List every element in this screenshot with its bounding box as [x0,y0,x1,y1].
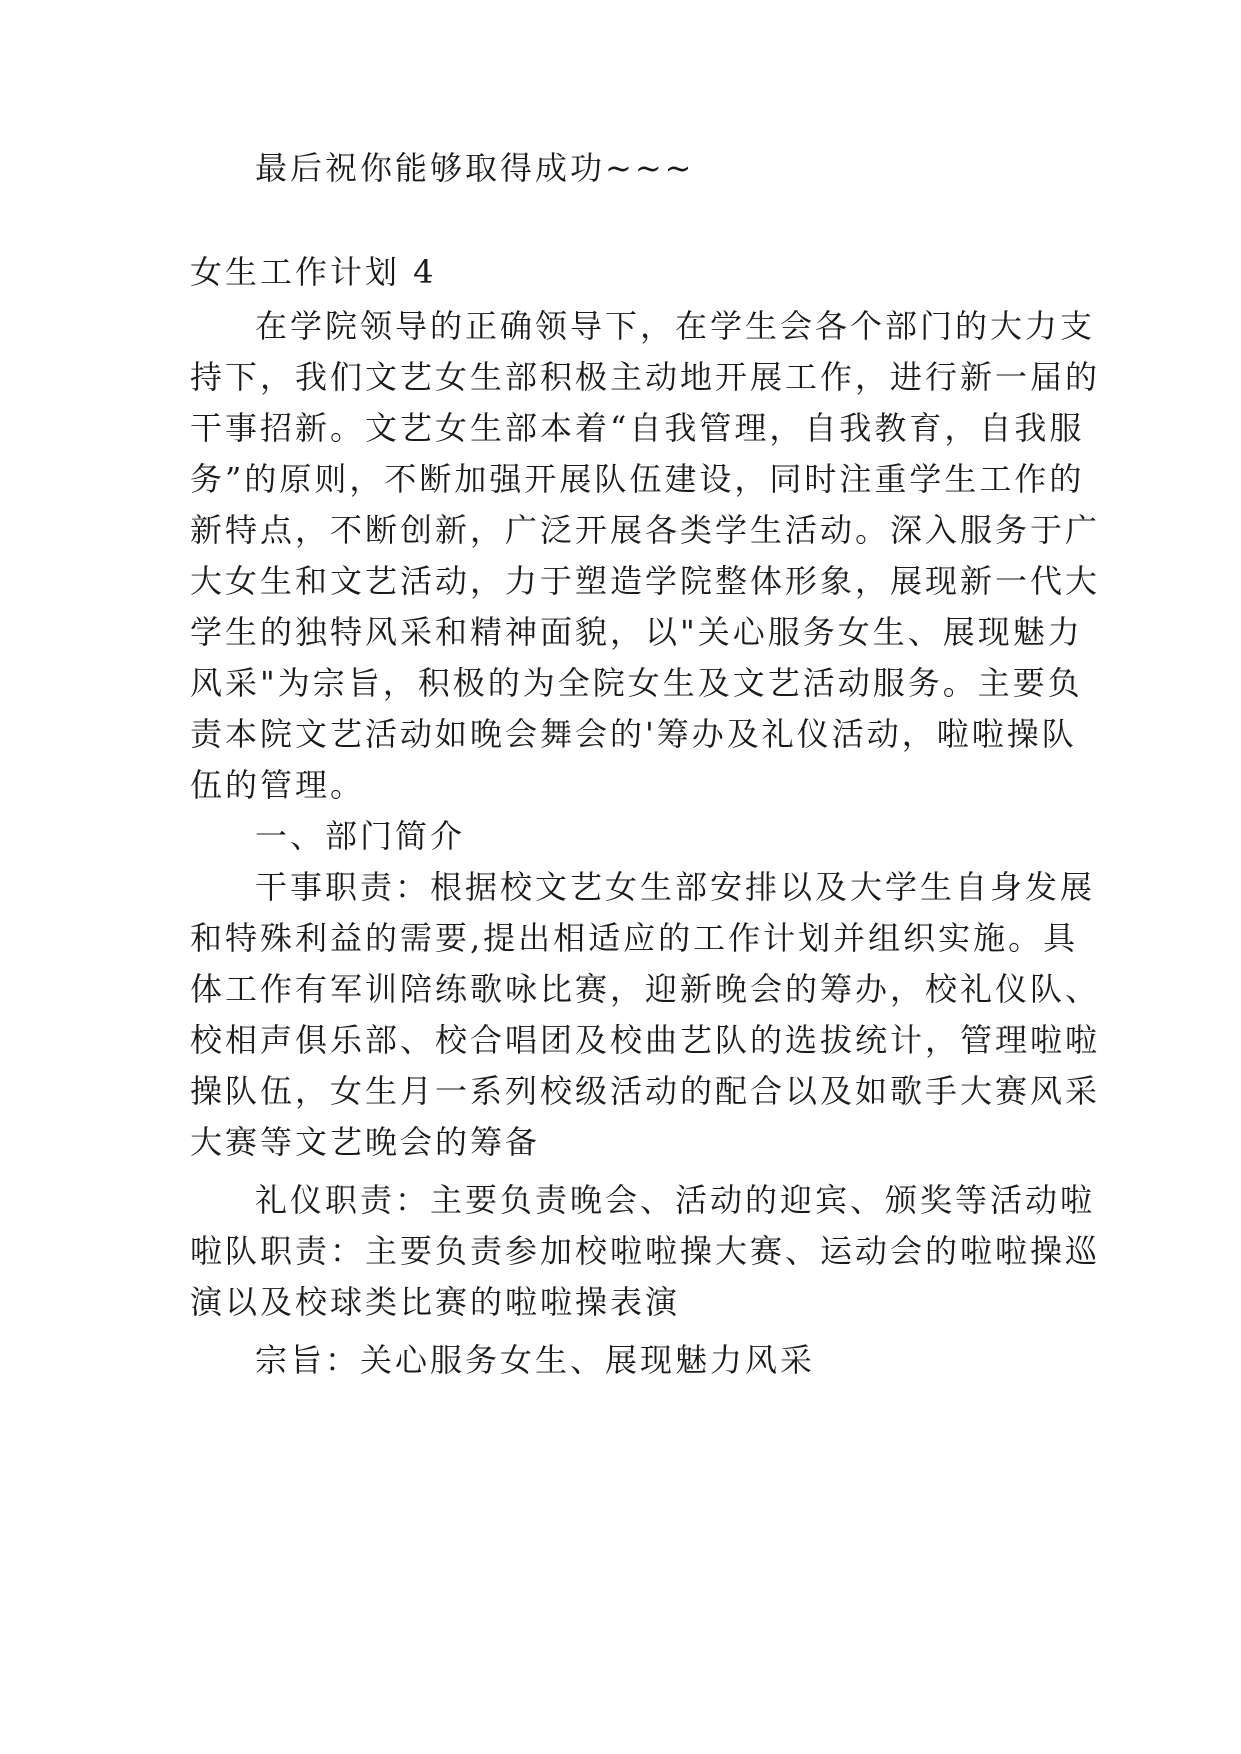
paragraph-line: 干事招新。文艺女生部本着“自我管理，自我教育，自我服 [190,409,1085,447]
paragraph-line: 体工作有军训陪练歌咏比赛，迎新晚会的筹办，校礼仪队、 [190,970,1101,1008]
paragraph-line: 风采"为宗旨，积极的为全院女生及文艺活动服务。主要负 [190,664,1083,702]
paragraph-line: 校相声俱乐部、校合唱团及校曲艺队的选拔统计，管理啦啦 [190,1021,1101,1059]
paragraph-line: 在学院领导的正确领导下，在学生会各个部门的大力支 [255,307,1096,345]
heading-department-intro: 一、部门简介 [255,817,466,855]
paragraph-line: 大赛等文艺晚会的筹备 [190,1123,541,1161]
paragraph-line: 持下，我们文艺女生部积极主动地开展工作，进行新一届的 [190,358,1101,396]
section-title: 女生工作计划 4 [190,253,437,291]
paragraph-line: 演以及校球类比赛的啦啦操表演 [190,1283,681,1321]
paragraph-line: 礼仪职责：主要负责晚会、活动的迎宾、颁奖等活动啦 [255,1181,1096,1219]
paragraph-line: 学生的独特风采和精神面貌，以"关心服务女生、展现魅力 [190,613,1083,651]
paragraph-line: 新特点，不断创新，广泛开展各类学生活动。深入服务于广 [190,511,1101,549]
paragraph-line: 和特殊利益的需要,提出相适应的工作计划并组织实施。具 [190,919,1079,957]
paragraph-line: 大女生和文艺活动，力于塑造学院整体形象，展现新一代大 [190,562,1101,600]
purpose-line: 宗旨：关心服务女生、展现魅力风采 [255,1341,816,1379]
paragraph-line: 啦队职责：主要负责参加校啦啦操大赛、运动会的啦啦操巡 [190,1232,1101,1270]
paragraph-line: 责本院文艺活动如晚会舞会的'筹办及礼仪活动，啦啦操队 [190,715,1077,753]
closing-line: 最后祝你能够取得成功~~~ [255,149,695,187]
paragraph-line: 伍的管理。 [190,766,366,804]
paragraph-line: 操队伍，女生月一系列校级活动的配合以及如歌手大赛风采 [190,1072,1101,1110]
paragraph-line: 务”的原则，不断加强开展队伍建设，同时注重学生工作的 [190,460,1085,498]
paragraph-line: 干事职责：根据校文艺女生部安排以及大学生自身发展 [255,868,1096,906]
